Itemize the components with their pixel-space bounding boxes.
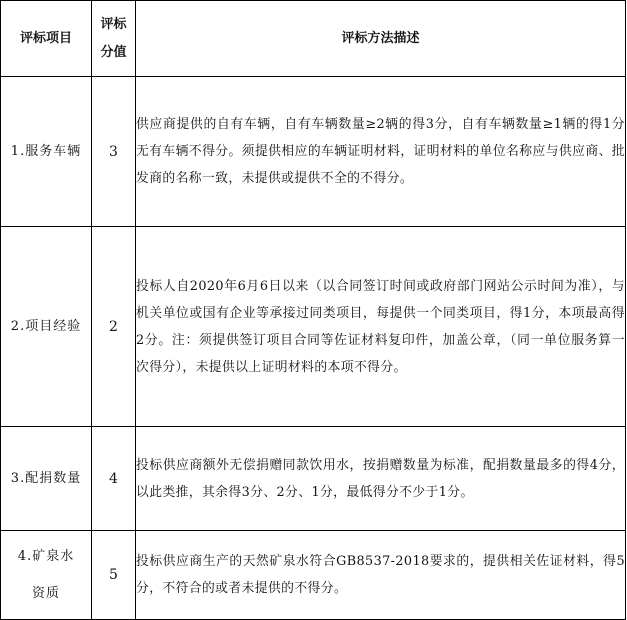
description-cell: 投标供应商额外无偿捐赠同款饮用水，按捐赠数量为标准，配捐数量最多的得4分，以此类推，其余得3分、2分、1分，最低得分不少于1分。 — [136, 427, 626, 531]
header-score — [92, 1, 136, 77]
score-cell: 3 — [92, 77, 136, 227]
header-score-line1: 评标 — [100, 16, 127, 32]
table-row — [1, 227, 626, 427]
score-cell: 5 — [92, 531, 136, 620]
header-item: 评标项目 — [1, 1, 92, 77]
table-row — [1, 427, 626, 531]
table-row — [1, 77, 626, 227]
description-cell: 投标人自2020年6月6日以来（以合同签订时间或政府部门网站公示时间为准），与机关单位或国有企业等承接过同类项目，每提供一个同类项目，得1分，本项最高得2分。注：须提供签订项目合同等佐证材料复印件，加盖公章，（同一单位服务算一次得分），未提供以上证明材料的本项不得分。 — [136, 227, 626, 427]
item-cell: 2.项目经验 — [1, 227, 92, 427]
item-cell: 1.服务车辆 — [1, 77, 92, 227]
item-label-line2: 资质 — [31, 586, 60, 601]
header-description: 评标方法描述 — [136, 1, 626, 77]
score-cell: 4 — [92, 427, 136, 531]
score-cell: 2 — [92, 227, 136, 427]
header-row — [1, 1, 626, 77]
table-row — [1, 531, 626, 620]
item-cell — [1, 531, 92, 620]
item-cell: 3.配捐数量 — [1, 427, 92, 531]
description-cell: 供应商提供的自有车辆，自有车辆数量≥2辆的得3分，自有车辆数量≥1辆的得1分 无有车辆不得分。须提供相应的车辆证明材料，证明材料的单位名称应与供应商、批发商的名称一致，未提供或提供不全的不得分。 — [136, 77, 626, 227]
item-label-line1: 4.矿泉水 — [17, 549, 75, 564]
description-cell: 投标供应商生产的天然矿泉水符合GB8537-2018要求的，提供相关佐证材料，得5分，不符合的或者未提供的不得分。 — [136, 531, 626, 620]
header-score-line2: 分值 — [100, 44, 127, 60]
